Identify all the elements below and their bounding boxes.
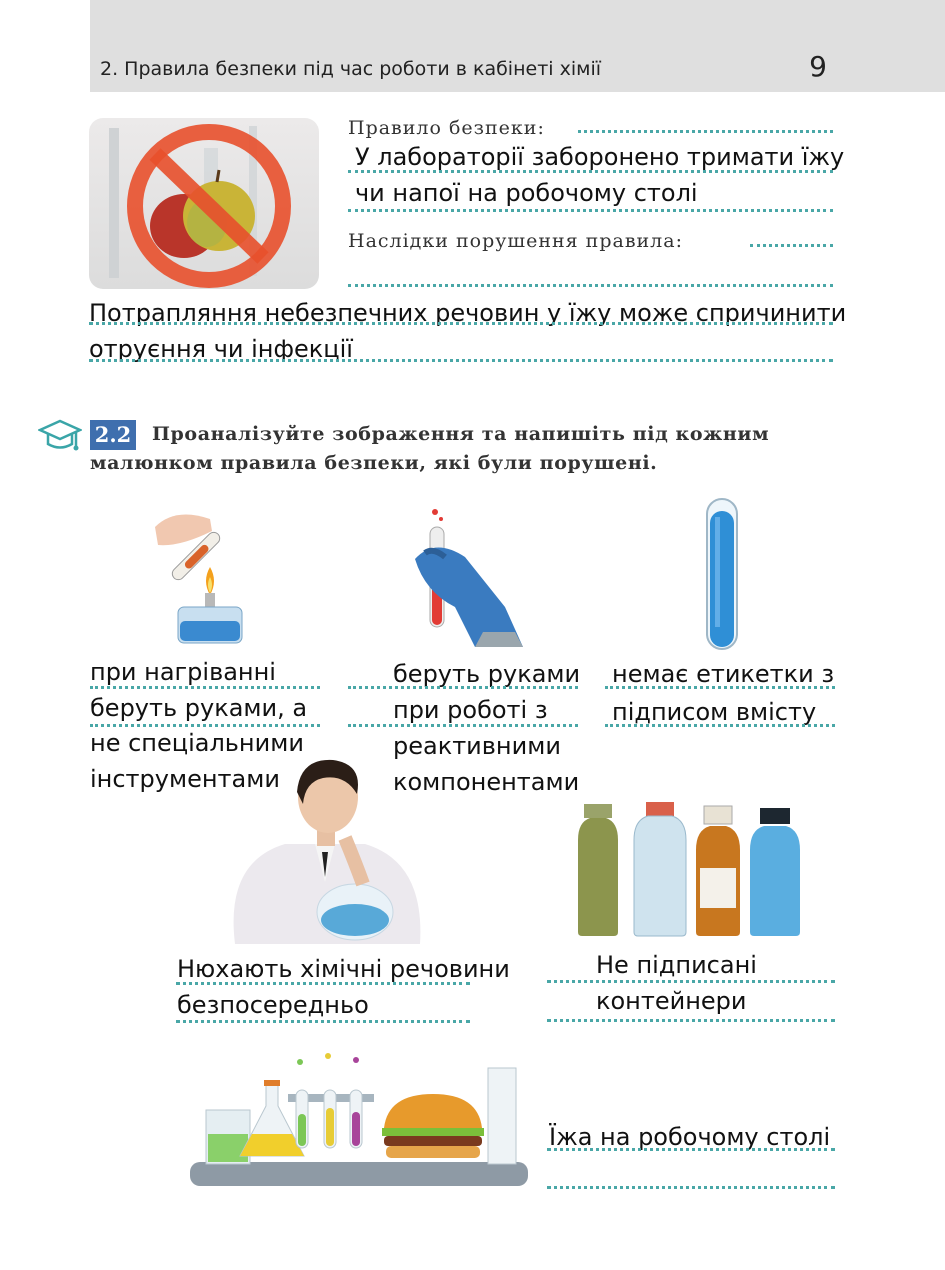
consequence-answer-line1: Потрапляння небезпечних речовин у їжу може спричинити (89, 299, 847, 327)
unlabeled-bottles-image (572, 800, 804, 938)
answer-line (348, 284, 833, 287)
answer-line (605, 686, 835, 689)
heating-answer-line3: не спеціальними (90, 729, 304, 757)
answer-line (89, 322, 833, 325)
gloved-hand-tube-image (405, 497, 525, 649)
answer-line (89, 359, 833, 362)
answer-line (348, 686, 578, 689)
task-instruction-line2: малюнком правила безпеки, які були порушені. (90, 452, 658, 474)
sniffing-answer-line1: Нюхають хімічні речовини (177, 955, 510, 983)
rule-label: Правило безпеки: (348, 117, 545, 139)
tube-hand-answer-line2: при роботі з (393, 696, 548, 724)
answer-line (176, 982, 470, 985)
task-number-badge: 2.2 (90, 420, 136, 450)
answer-line (348, 170, 833, 173)
consequence-answer-line2: отруєння чи інфекції (89, 335, 353, 363)
answer-line (578, 130, 833, 133)
chapter-title: 2. Правила безпеки під час роботи в кабінеті хімії (100, 58, 601, 80)
food-answer-line1: Їжа на робочому столі (549, 1123, 831, 1151)
tube-hand-answer-line1: беруть руками (393, 660, 581, 688)
rule-answer-line2: чи напої на робочому столі (355, 179, 698, 207)
answer-line (750, 244, 833, 247)
graduation-cap-icon (38, 416, 82, 460)
blue-tube-image (700, 497, 744, 653)
page-header (90, 0, 945, 92)
answer-line (90, 686, 320, 689)
task-instruction-line1: Проаналізуйте зображення та напишіть під кожним (152, 423, 770, 445)
answer-line (547, 1148, 835, 1151)
rule-answer-line1: У лабораторії заборонено тримати їжу (355, 143, 845, 171)
heating-tube-image (150, 497, 260, 649)
tube-hand-answer-line4: компонентами (393, 768, 580, 796)
consequence-label: Наслідки порушення правила: (348, 230, 683, 252)
heating-answer-line2: беруть руками, а (90, 694, 308, 722)
heating-answer-line1: при нагріванні (90, 658, 276, 686)
answer-line (547, 1019, 835, 1022)
bottles-answer-line2: контейнери (596, 987, 747, 1015)
page-number: 9 (809, 50, 827, 83)
sniffing-scientist-image (205, 752, 445, 944)
answer-line (176, 1020, 470, 1023)
tube-label-answer-line1: немає етикетки з (612, 660, 835, 688)
no-food-image (89, 118, 319, 289)
heating-answer-line4: інструментами (90, 765, 280, 793)
answer-line (348, 724, 578, 727)
answer-line (605, 724, 835, 727)
tube-label-answer-line2: підписом вмісту (612, 698, 817, 726)
food-on-lab-table-image (188, 1050, 530, 1190)
bottles-answer-line1: Не підписані (596, 951, 757, 979)
answer-line (348, 209, 833, 212)
answer-line (547, 1186, 835, 1189)
sniffing-answer-line2: безпосередньо (177, 991, 369, 1019)
tube-hand-answer-line3: реактивними (393, 732, 561, 760)
